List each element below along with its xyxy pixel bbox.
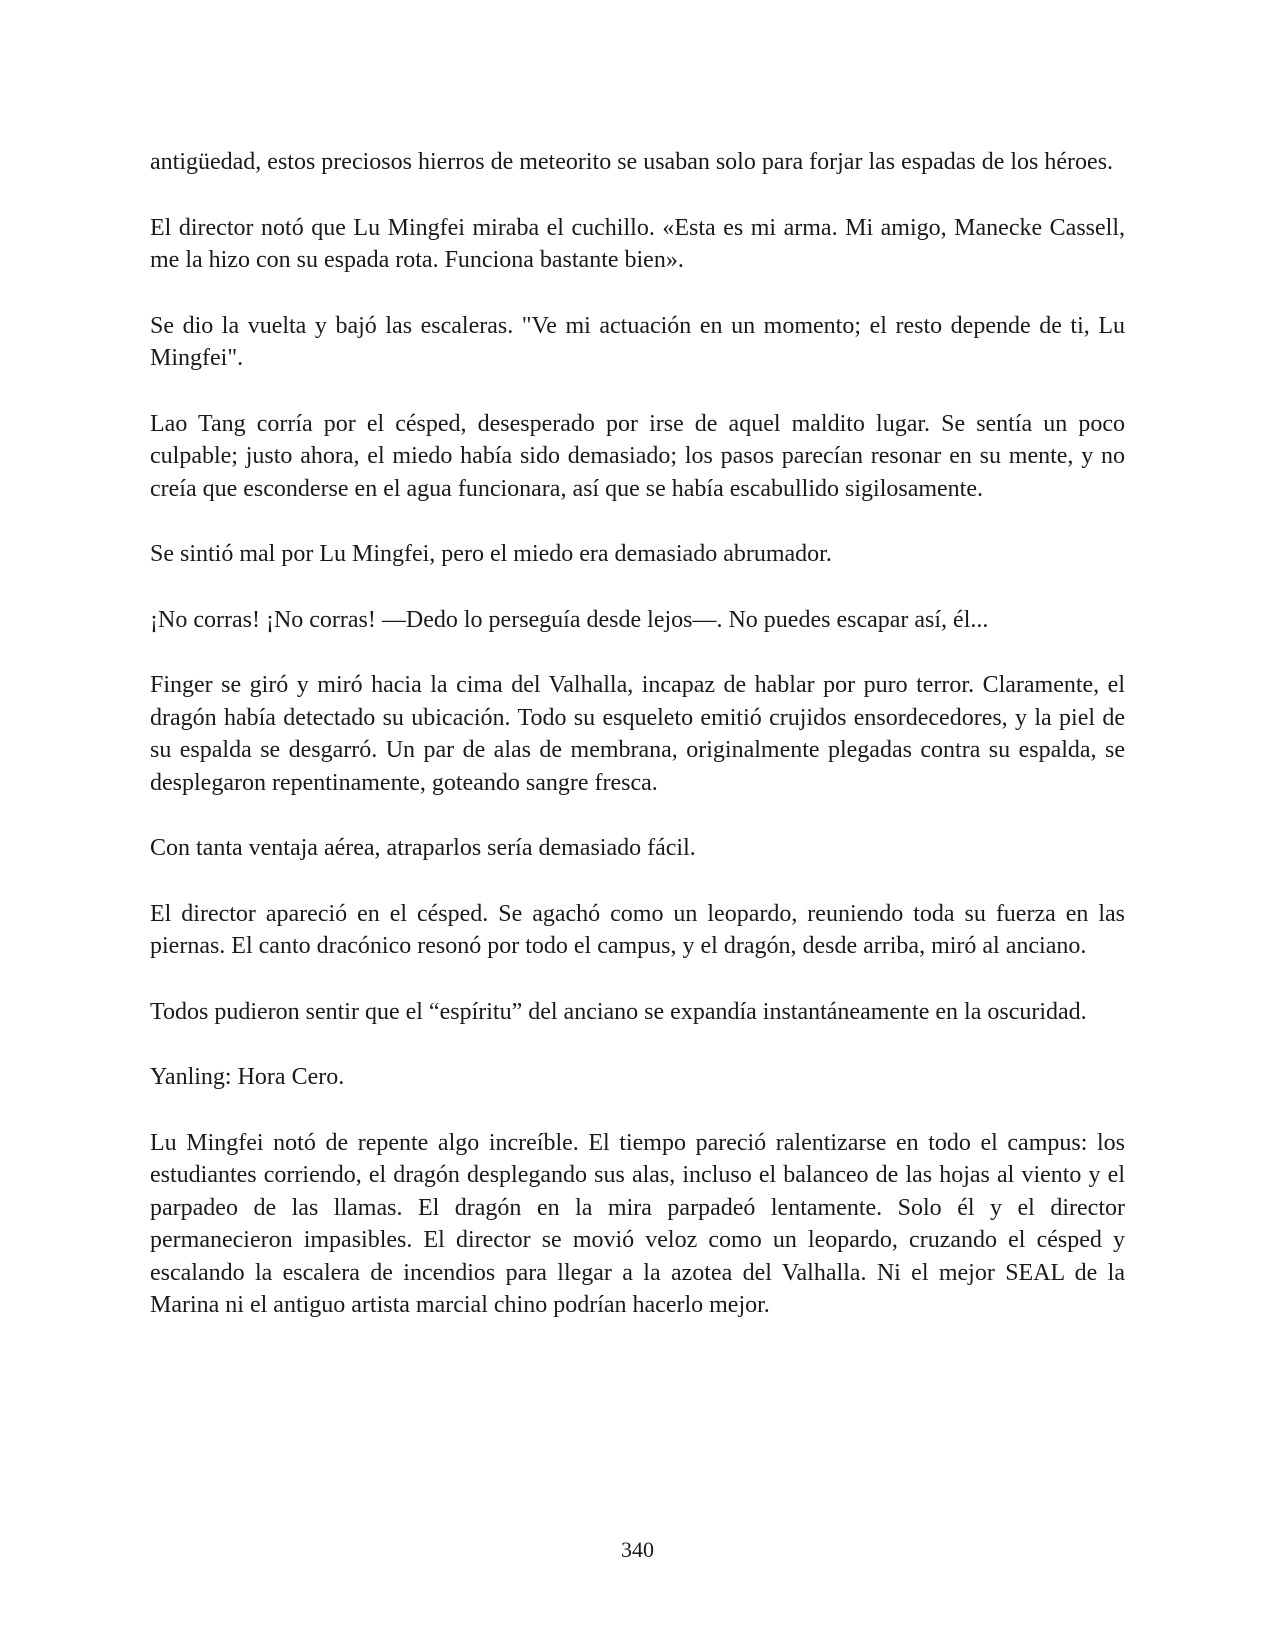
paragraph: Lu Mingfei notó de repente algo increíble. El tiempo pareció ralentizarse en todo el campus: los estudiantes corriendo, el dragón desplegando sus alas, incluso el balanceo de las hojas al viento y el parpadeo de las llamas. El dragón en la mira parpadeó lentamente. Solo él y el director permanecieron impasibles. El director se movió veloz como un leopardo, cruzando el césped y escalando la escalera de incendios para llegar a la azotea del Valhalla. Ni el mejor SEAL de la Marina ni el antiguo artista marcial chino podrían hacerlo mejor. [150,1129,1125,1318]
paragraph: El director apareció en el césped. Se agachó como un leopardo, reuniendo toda su fuerza en las piernas. El canto dracónico resonó por todo el campus, y el dragón, desde arriba, miró al anciano. [150,900,1125,959]
paragraph: antigüedad, estos preciosos hierros de meteorito se usaban solo para forjar las espadas de los héroes. [150,149,1114,175]
paragraph: Con tanta ventaja aérea, atraparlos sería demasiado fácil. [150,835,696,861]
paragraph: Todos pudieron sentir que el “espíritu” del anciano se expandía instantáneamente en la oscuridad. [150,998,1087,1025]
paragraph: Lao Tang corría por el césped, desesperado por irse de aquel maldito lugar. Se sentía un poco culpable; justo ahora, el miedo había sido demasiado; los pasos parecían resonar en su mente, y no creía que esconderse en el agua funcionara, así que se había escabullido sigilosamente. [150,410,1125,502]
paragraph: Se sintió mal por Lu Mingfei, pero el miedo era demasiado abrumador. [150,541,832,567]
page-number: 340 [621,1537,654,1562]
paragraph: El director notó que Lu Mingfei miraba el cuchillo. «Esta es mi arma. Mi amigo, Manecke Cassell, me la hizo con su espada rota. Funciona bastante bien». [150,214,1125,273]
paragraph: Yanling: Hora Cero. [150,1064,345,1090]
paragraph: Se dio la vuelta y bajó las escaleras. "Ve mi actuación en un momento; el resto depende de ti, Lu Mingfei". [150,312,1125,371]
paragraph: ¡No corras! ¡No corras! —Dedo lo perseguía desde lejos—. No puedes escapar así, él... [150,606,989,633]
body-text [150,146,1125,1355]
paragraph: Finger se giró y miró hacia la cima del Valhalla, incapaz de hablar por puro terror. Claramente, el dragón había detectado su ubicación. Todo su esqueleto emitió crujidos ensordecedores, y la piel de su espalda se desgarró. Un par de alas de membrana, originalmente plegadas contra su espalda, se desplegaron repentinamente, goteando sangre fresca. [150,672,1125,796]
